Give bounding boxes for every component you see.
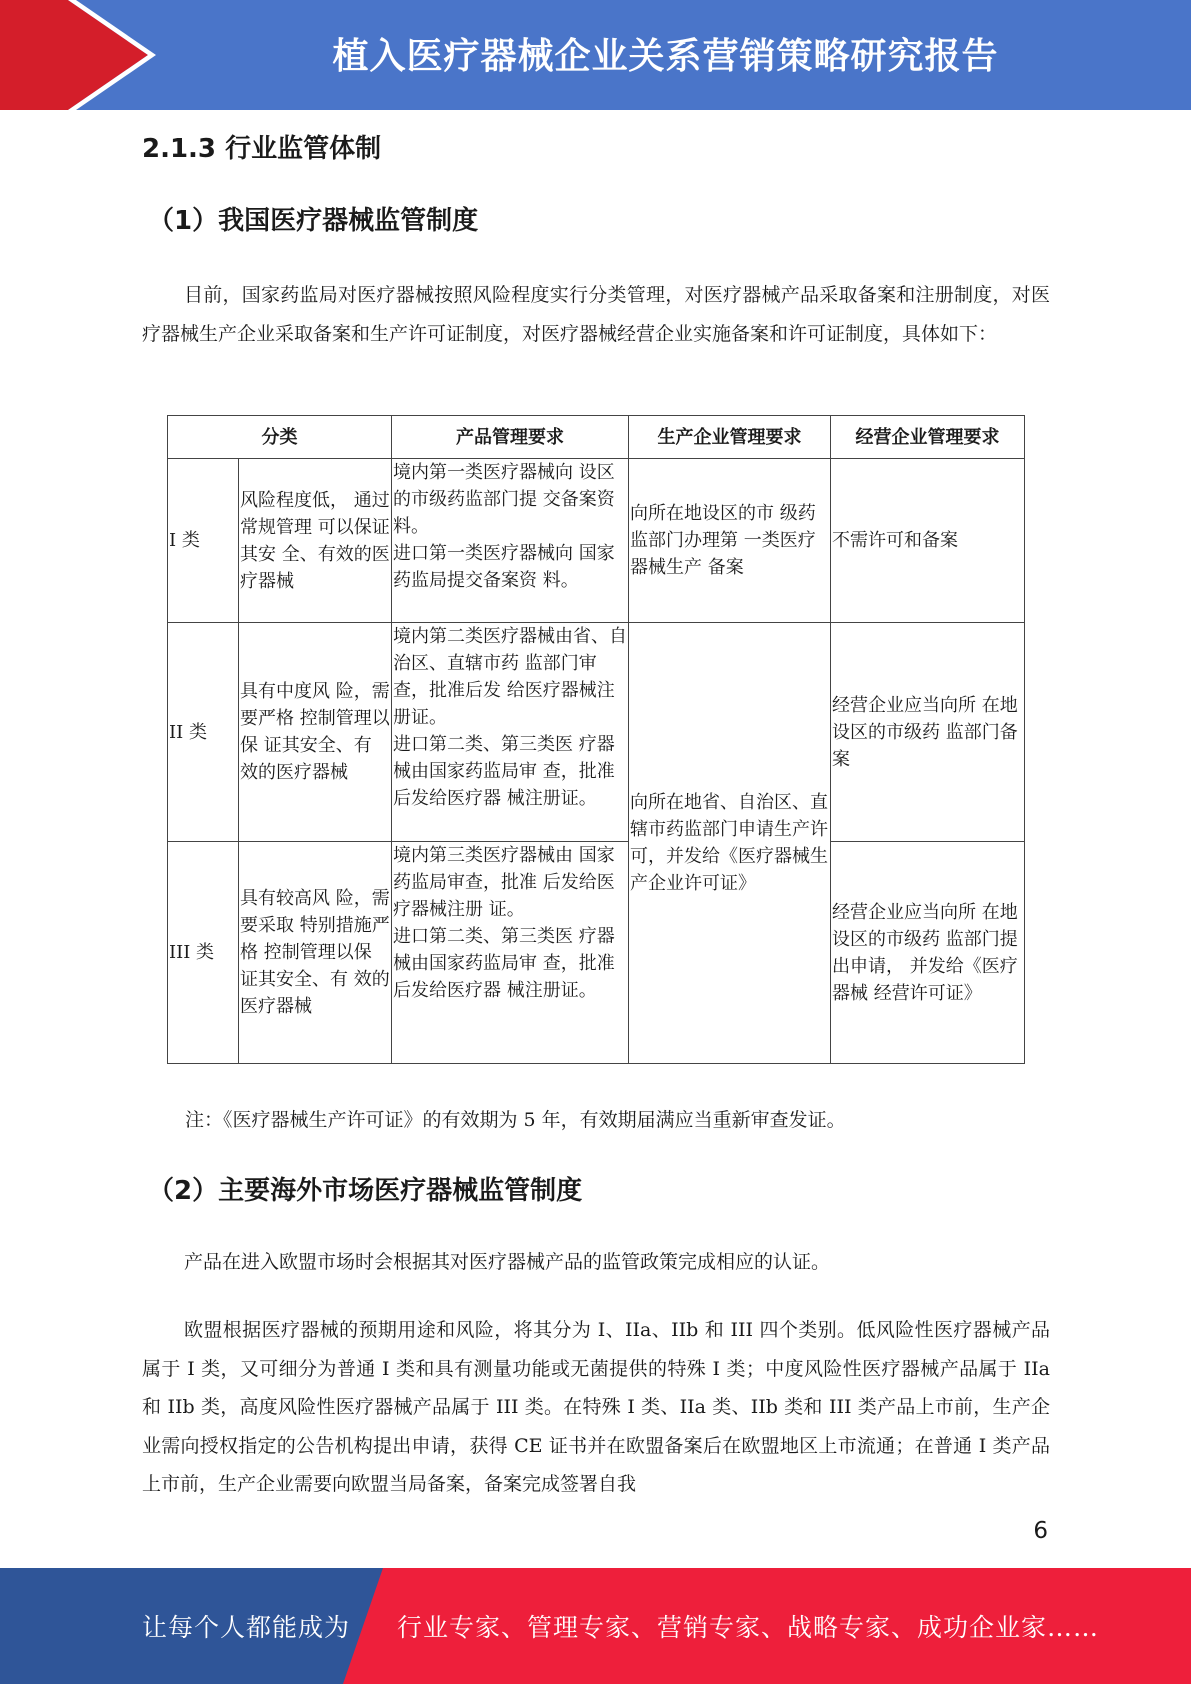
risk-desc-cell: 风险程度低， 通过常规管理 可以保证其安 全、有效的医 疗器械 (239, 459, 392, 623)
class-cell: II 类 (168, 623, 239, 842)
table-row (168, 842, 1025, 1064)
risk-desc-cell: 具有中度风 险，需要严格 控制管理以保 证其安全、有 效的医疗器械 (239, 623, 392, 842)
table-header-row (168, 416, 1025, 459)
header-category: 分类 (168, 416, 392, 459)
header-production: 生产企业管理要求 (629, 416, 831, 459)
table-row (168, 459, 1025, 623)
header-product: 产品管理要求 (392, 416, 629, 459)
table-note: 注：《医疗器械生产许可证》的有效期为 5 年，有效期届满应当重新审查发证。 (185, 1109, 846, 1131)
eu-classification-paragraph: 欧盟根据医疗器械的预期用途和风险，将其分为 I、IIa、IIb 和 III 四个类别。低风险性医疗器械产品属于 I 类，又可细分为普通 I 类和具有测量功能或无菌提供的特殊 I 类；中度风险性医疗器械产品属于 IIa 和 IIb 类，高度风险性医疗器械产品属于 III 类。在特殊 I 类、IIa 类、IIb 类和 III 类产品上市前，生产企业需向授权指定的公告机构提出申请，获得 CE 证书并在欧盟备案后在欧盟地区上市流通；在普通 I 类产品上市前，生产企业需要向欧盟当局备案，备案完成签署自我 (142, 1319, 1050, 1495)
product-requirement-cell: 境内第三类医疗器械由 国家药监局审查，批准 后发给医疗器械注册 证。 进口第二类、第三类医 疗器械由国家药监局审 查，批准后发给医疗器 械注册证。 (392, 842, 629, 1064)
page-number: 6 (1033, 1518, 1048, 1544)
production-requirement-cell: 向所在地设区的市 级药监部门办理第 一类医疗器械生产 备案 (629, 459, 831, 623)
page-header (0, 0, 1191, 110)
product-requirement-cell: 境内第二类医疗器械由省、自治区、直辖市药 监部门审查，批准后发 给医疗器械注册证。 进口第二类、第三类医 疗器械由国家药监局审 查，批准后发给医疗器 械注册证。 (392, 623, 629, 842)
header-business: 经营企业管理要求 (831, 416, 1025, 459)
table-row (168, 623, 1025, 842)
risk-desc-cell: 具有较高风 险，需要采取 特别措施严格 控制管理以保 证其安全、有 效的医疗器械 (239, 842, 392, 1064)
subsection-heading-domestic: （1）我国医疗器械监管制度 (148, 206, 479, 236)
footer-slogan-left: 让每个人都能成为 (142, 1613, 351, 1642)
business-requirement-cell: 不需许可和备案 (831, 459, 1025, 623)
eu-intro-paragraph: 产品在进入欧盟市场时会根据其对医疗器械产品的监管政策完成相应的认证。 (184, 1251, 831, 1273)
report-title: 植入医疗器械企业关系营销策略研究报告 (332, 35, 999, 77)
class-cell: III 类 (168, 842, 239, 1064)
intro-paragraph: 目前，国家药监局对医疗器械按照风险程度实行分类管理，对医疗器械产品采取备案和注册制度，对医疗器械生产企业采取备案和生产许可证制度，对医疗器械经营企业实施备案和许可证制度，具体如下： (142, 284, 1050, 345)
section-heading: 2.1.3 行业监管体制 (142, 134, 382, 164)
business-requirement-cell: 经营企业应当向所 在地设区的市级药 监部门备案 (831, 623, 1025, 842)
regulation-table (167, 415, 1025, 1064)
class-cell: I 类 (168, 459, 239, 623)
production-requirement-shared-cell: 向所在地省、自治区、直辖市药监部门申请生产许可，并发给《医疗器械生产企业许可证》 (629, 623, 831, 1064)
page-footer (0, 1568, 1191, 1684)
subsection-heading-overseas: （2）主要海外市场医疗器械监管制度 (148, 1176, 583, 1206)
footer-slogan-right: 行业专家、管理专家、营销专家、战略专家、成功企业家…… (397, 1613, 1100, 1642)
product-requirement-cell: 境内第一类医疗器械向 设区的市级药监部门提 交备案资料。 进口第一类医疗器械向 国家药监局提交备案资 料。 (392, 459, 629, 623)
business-requirement-cell: 经营企业应当向所 在地设区的市级药 监部门提出申请， 并发给《医疗器械 经营许可证》 (831, 842, 1025, 1064)
